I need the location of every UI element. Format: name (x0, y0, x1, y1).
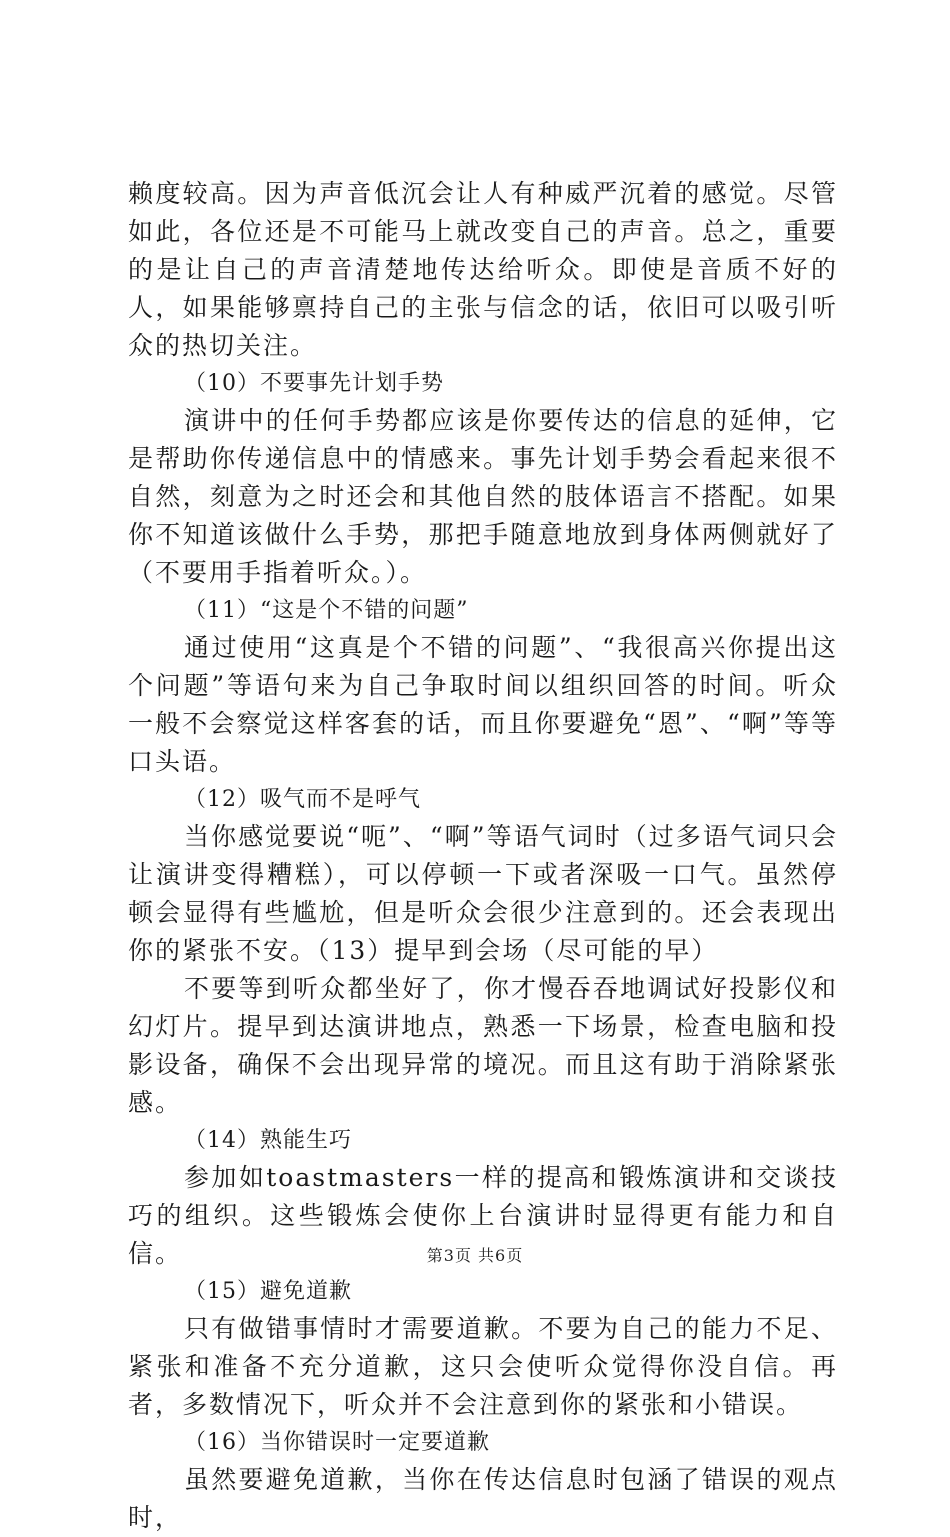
page-number-footer: 第3页 共6页 (426, 1246, 524, 1265)
heading-10: （10）不要事先计划手势 (184, 371, 444, 396)
heading-16: （16）当你错误时一定要道歉 (184, 1430, 490, 1455)
heading-11: （11）“这是个不错的问题” (184, 598, 469, 623)
paragraph-voice-conclusion: 赖度较高。因为声音低沉会让人有种威严沉着的感觉。尽管如此，各位还是不可能马上就改变自己的声音。总之，重要的是让自己的声音清楚地传达给听众。即使是音质不好的人，如果能够禀持自己的主张与信念的话，依旧可以吸引听众的热切关注。 (128, 179, 838, 360)
paragraph-avoid-apology: 只有做错事情时才需要道歉。不要为自己的能力不足、紧张和准备不充分道歉，这只会使听众觉得你没自信。再者，多数情况下，听众并不会注意到你的紧张和小错误。 (128, 1314, 838, 1419)
paragraph-gestures: 演讲中的任何手势都应该是你要传达的信息的延伸，它是帮助你传递信息中的情感来。事先计划手势会看起来很不自然，刻意为之时还会和其他自然的肢体语言不搭配。如果你不知道该做什么手势，那把手随意地放到身体两侧就好了（不要用手指着听众。）。 (128, 406, 838, 587)
paragraph-practice: 参加如toastmasters一样的提高和锻炼演讲和交谈技巧的组织。这些锻炼会使你上台演讲时显得更有能力和自信。 (128, 1163, 838, 1268)
paragraph-arrive-early: 不要等到听众都坐好了，你才慢吞吞地调试好投影仪和幻灯片。提早到达演讲地点，熟悉一下场景，检查电脑和投影设备，确保不会出现异常的境况。而且这有助于消除紧张感。 (128, 974, 838, 1117)
paragraph-good-question: 通过使用“这真是个不错的问题”、“我很高兴你提出这个问题”等语句来为自己争取时间以组织回答的时间。听众一般不会察觉这样客套的话，而且你要避免“恩”、“啊”等等口头语。 (128, 633, 838, 776)
paragraph-inhale: 当你感觉要说“呃”、“啊”等语气词时（过多语气词只会让演讲变得糟糕），可以停顿一下或者深吸一口气。虽然停顿会显得有些尴尬，但是听众会很少注意到的。还会表现出你的紧张不安。（13）提早到会场（尽可能的早） (128, 822, 838, 965)
heading-12: （12）吸气而不是呼气 (184, 787, 421, 812)
document-body (128, 175, 838, 1537)
paragraph-apologize-when-wrong: 虽然要避免道歉，当你在传达信息时包涵了错误的观点时， (128, 1465, 838, 1532)
heading-14: （14）熟能生巧 (184, 1128, 352, 1153)
heading-15: （15）避免道歉 (184, 1279, 352, 1304)
